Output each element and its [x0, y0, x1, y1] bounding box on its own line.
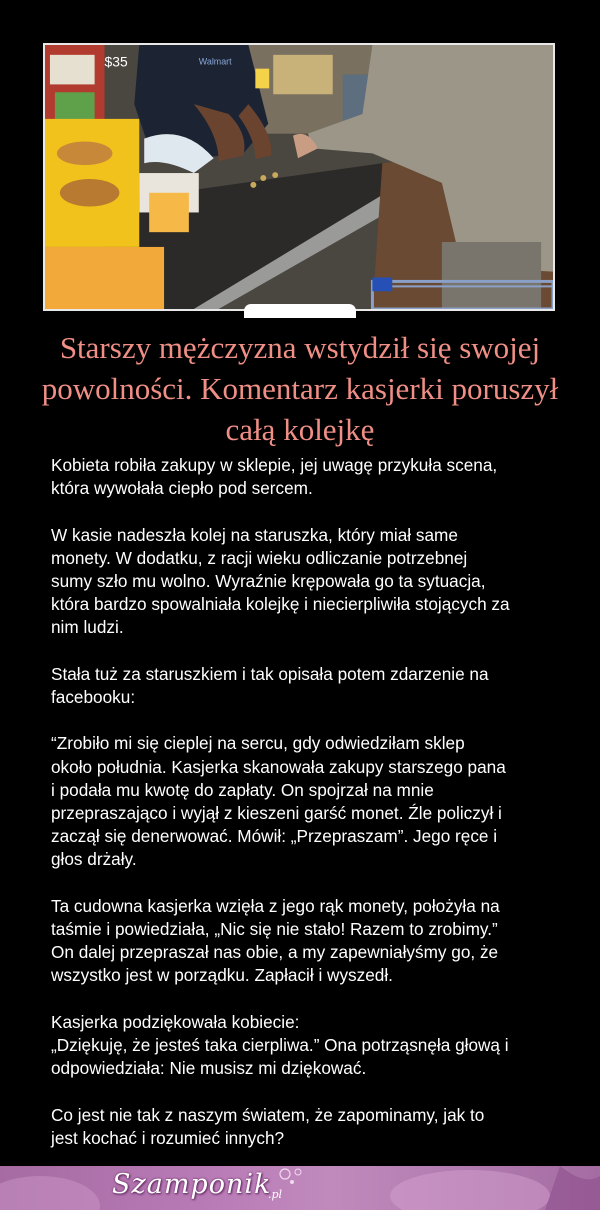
checkout-scene-illustration: [45, 45, 553, 309]
article-paragraph: W kasie nadeszła kolej na staruszka, który miał same monety. W dodatku, z racji wieku odliczanie potrzebnej sumy szło mu wolno. Wyraźnie krępowała go ta sytuacja, która bardzo spowalniała kolejkę i niecierpliwiła stojących za nim ludzi.: [51, 524, 510, 638]
site-logo-tld: .pl: [268, 1188, 283, 1201]
site-logo[interactable]: Szamponik: [112, 1169, 272, 1200]
frame-notch-decoration: [244, 304, 356, 318]
article-paragraph: Kasjerka podziękowała kobiecie: „Dziękuję, że jesteś taka cierpliwa.” Ona potrząsnęła głową i odpowiedziała: Nie musisz mi dziękować.: [51, 1011, 509, 1079]
article-paragraph: Co jest nie tak z naszym światem, że zapominamy, jak to jest kochać i rozumieć innych?: [51, 1104, 485, 1148]
article-paragraph: “Zrobiło mi się cieplej na sercu, gdy odwiedziłam sklep około południa. Kasjerka skanowała zakupy starszego pana i podała mu kwotę do zapłaty. On spojrzał na mnie przepraszająco i wyjął z kieszeni garść monet. Źle policzył i zaczął się denerwować. Mówił: „Przepraszam”. Jego ręce i głos drżały.: [51, 733, 506, 870]
footer-decoration-icon: [0, 1166, 600, 1210]
article-photo: [43, 43, 555, 311]
price-tag-text: $35: [104, 53, 128, 70]
article-paragraph: Stała tuż za staruszkiem i tak opisała potem zdarzenie na facebooku:: [51, 663, 489, 707]
store-logo-text: Walmart: [198, 56, 232, 67]
article-headline: Starszy mężczyzna wstydził się swojej powolności. Komentarz kasjerki poruszył całą kolejkę: [41, 330, 559, 447]
site-footer-banner: [0, 1166, 600, 1210]
article-paragraph: Ta cudowna kasjerka wzięła z jego rąk monety, położyła na taśmie i powiedziała, „Nic się nie stało! Razem to zrobimy.” On dalej przepraszał nas obie, a my zapewniałyśmy go, że wszystko jest w porządku. Zapłacił i wyszedł.: [51, 895, 500, 986]
article-paragraph: Kobieta robiła zakupy w sklepie, jej uwagę przykuła scena, która wywołała ciepło pod sercem.: [51, 455, 498, 499]
article-body: [51, 454, 561, 1173]
